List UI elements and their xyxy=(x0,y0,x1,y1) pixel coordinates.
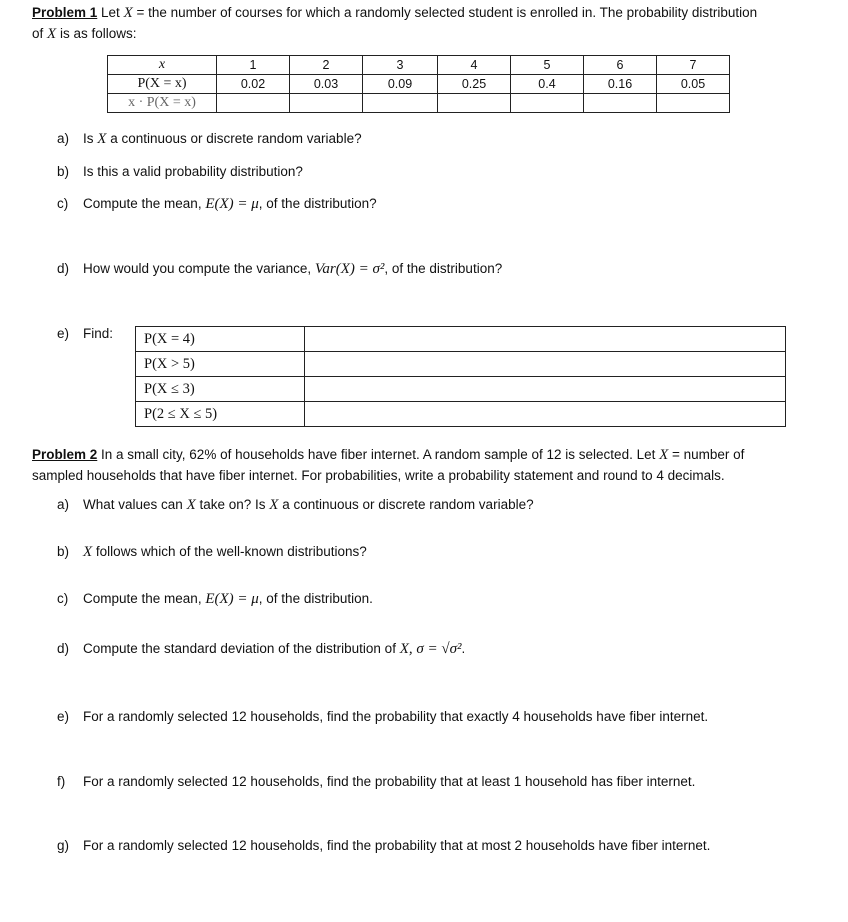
question-text: Is xyxy=(83,131,98,146)
question-text: Compute the mean, xyxy=(83,591,206,606)
problem2-intro-line2 xyxy=(32,468,725,483)
question-label: b) xyxy=(57,164,70,179)
math-expression: Var(X) = σ² xyxy=(314,261,385,277)
variable-x: X xyxy=(83,544,93,560)
table-row xyxy=(136,377,786,402)
x-value: 6 xyxy=(584,56,657,75)
distribution-table xyxy=(107,55,730,113)
row-header: x xyxy=(108,56,217,75)
probability-value: 0.4 xyxy=(511,75,584,94)
empty-cell[interactable] xyxy=(584,94,657,113)
question-2e xyxy=(57,709,708,724)
question-label: a) xyxy=(57,497,70,512)
question-label: e) xyxy=(57,326,70,341)
question-text: What values can xyxy=(83,497,187,512)
intro-text: of xyxy=(32,26,48,41)
intro-text: Let xyxy=(97,5,124,20)
question-label: d) xyxy=(57,641,70,656)
x-value: 5 xyxy=(511,56,584,75)
intro-text: = the number of courses for which a randomly selected student is enrolled in. The probability distribution xyxy=(132,5,758,20)
question-2b xyxy=(57,544,367,561)
answer-cell[interactable] xyxy=(305,352,786,377)
intro-text: is as follows: xyxy=(56,26,137,41)
table-row xyxy=(108,94,730,113)
intro-text: In a small city, 62% of households have fiber internet. A random sample of 12 is selected. Let xyxy=(97,447,660,462)
math-expression: E(X) = μ xyxy=(205,591,259,607)
question-label: e) xyxy=(57,709,70,724)
empty-cell[interactable] xyxy=(217,94,290,113)
x-value: 7 xyxy=(657,56,730,75)
probability-expression: P(X ≤ 3) xyxy=(136,377,305,402)
question-label: f) xyxy=(57,774,66,789)
answer-cell[interactable] xyxy=(305,327,786,352)
probability-value: 0.09 xyxy=(363,75,438,94)
question-1a xyxy=(57,131,362,148)
probability-expression: P(2 ≤ X ≤ 5) xyxy=(136,402,305,427)
empty-cell[interactable] xyxy=(438,94,511,113)
empty-cell[interactable] xyxy=(363,94,438,113)
variable-x: X xyxy=(97,131,107,147)
table-row xyxy=(136,402,786,427)
question-label: c) xyxy=(57,591,69,606)
question-text: , of the distribution. xyxy=(258,591,373,606)
answer-cell[interactable] xyxy=(305,377,786,402)
probability-value: 0.03 xyxy=(290,75,363,94)
question-1e xyxy=(57,326,113,341)
variable-x: X xyxy=(186,497,196,513)
probability-value: 0.25 xyxy=(438,75,511,94)
table-row xyxy=(108,75,730,94)
question-label: g) xyxy=(57,838,70,853)
question-label: a) xyxy=(57,131,70,146)
question-text: . xyxy=(461,641,466,656)
intro-text: = number of xyxy=(668,447,745,462)
problem2-intro-line1 xyxy=(32,447,744,464)
question-text: , of the distribution? xyxy=(258,196,377,211)
probability-expression: P(X = 4) xyxy=(136,327,305,352)
probability-value: 0.05 xyxy=(657,75,730,94)
math-expression: E(X) = μ xyxy=(205,196,259,212)
question-text: Find: xyxy=(83,326,114,341)
probability-value: 0.02 xyxy=(217,75,290,94)
question-text: Compute the mean, xyxy=(83,196,206,211)
question-2g xyxy=(57,838,710,853)
table-row xyxy=(136,327,786,352)
empty-cell[interactable] xyxy=(290,94,363,113)
problem1-heading: Problem 1 xyxy=(32,5,98,20)
problem2-heading: Problem 2 xyxy=(32,447,98,462)
empty-cell[interactable] xyxy=(511,94,584,113)
question-text: take on? Is xyxy=(195,497,270,512)
row-header: P(X = x) xyxy=(108,75,217,94)
intro-text: sampled households that have fiber internet. For probabilities, write a probability statement and round to 4 decimals. xyxy=(32,468,725,483)
variable-x: X xyxy=(47,26,57,42)
question-2d xyxy=(57,641,465,658)
variable-x: X xyxy=(659,447,669,463)
math-expression: X, σ = √σ² xyxy=(399,641,462,657)
probability-expression: P(X > 5) xyxy=(136,352,305,377)
x-value: 3 xyxy=(363,56,438,75)
question-2a xyxy=(57,497,534,514)
question-text: a continuous or discrete random variable? xyxy=(278,497,534,512)
question-label: c) xyxy=(57,196,69,211)
variable-x: X xyxy=(123,5,133,21)
question-label: b) xyxy=(57,544,70,559)
x-value: 2 xyxy=(290,56,363,75)
answer-cell[interactable] xyxy=(305,402,786,427)
problem1-intro-line2 xyxy=(32,26,136,43)
problem1-intro-line1 xyxy=(32,5,757,22)
find-table xyxy=(135,326,786,427)
question-text: Is this a valid probability distribution? xyxy=(83,164,303,179)
question-text: For a randomly selected 12 households, find the probability that at least 1 household has fiber internet. xyxy=(83,774,696,789)
question-1d xyxy=(57,261,502,278)
table-row xyxy=(136,352,786,377)
variable-x: X xyxy=(269,497,279,513)
question-text: Compute the standard deviation of the distribution of xyxy=(83,641,400,656)
probability-value: 0.16 xyxy=(584,75,657,94)
question-2f xyxy=(57,774,695,789)
question-text: For a randomly selected 12 households, find the probability that exactly 4 households have fiber internet. xyxy=(83,709,709,724)
question-1b xyxy=(57,164,303,179)
question-text: For a randomly selected 12 households, find the probability that at most 2 households have fiber internet. xyxy=(83,838,711,853)
x-value: 1 xyxy=(217,56,290,75)
question-text: a continuous or discrete random variable? xyxy=(106,131,362,146)
question-label: d) xyxy=(57,261,70,276)
x-value: 4 xyxy=(438,56,511,75)
question-1c xyxy=(57,196,377,213)
empty-cell[interactable] xyxy=(657,94,730,113)
table-row xyxy=(108,56,730,75)
row-header: x · P(X = x) xyxy=(108,94,217,113)
question-text: How would you compute the variance, xyxy=(83,261,315,276)
question-2c xyxy=(57,591,373,608)
question-text: follows which of the well-known distributions? xyxy=(92,544,367,559)
question-text: , of the distribution? xyxy=(384,261,503,276)
